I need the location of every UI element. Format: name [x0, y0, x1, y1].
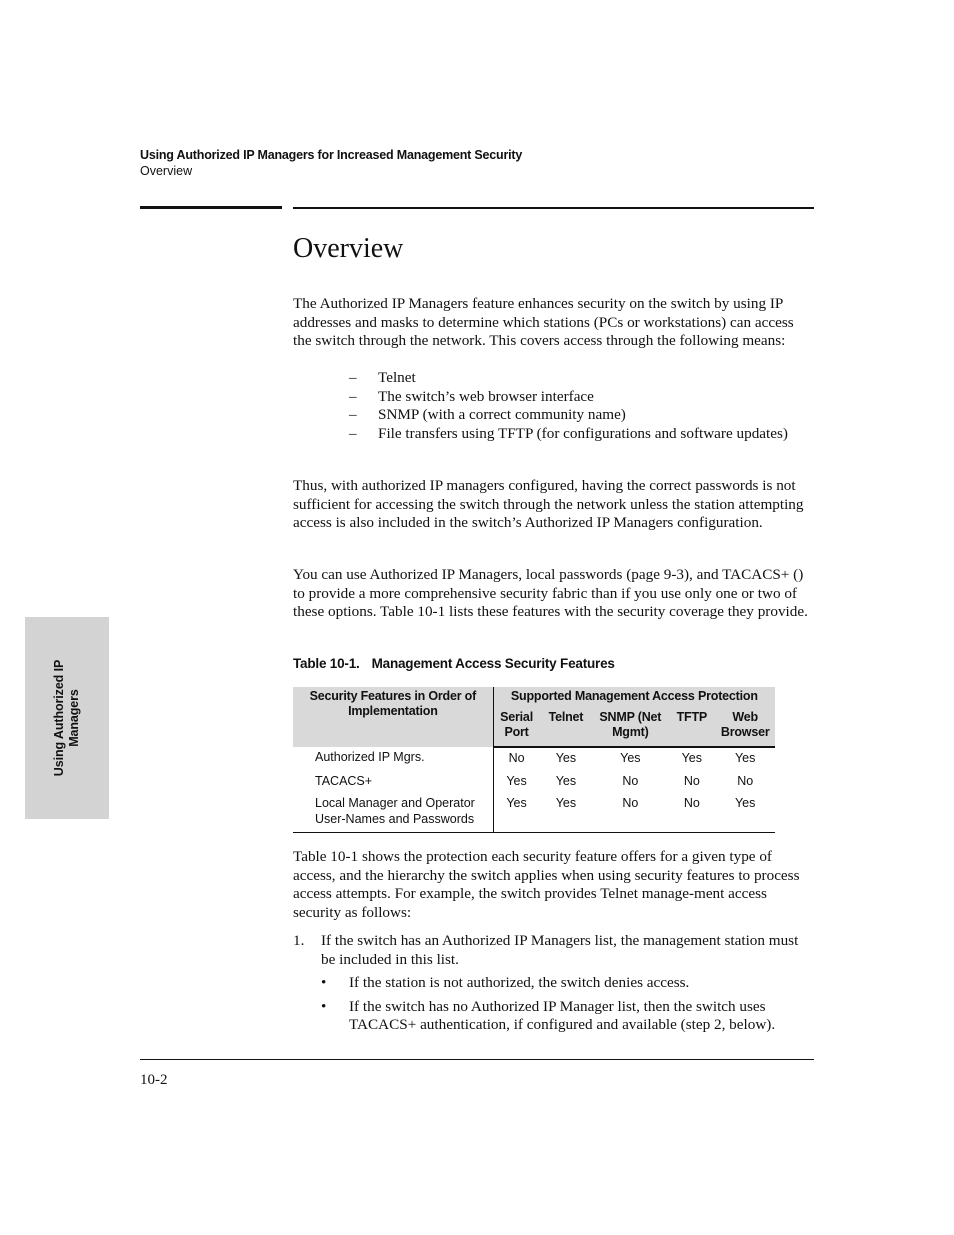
- table-row: [293, 771, 775, 794]
- intro-paragraph: The Authorized IP Managers feature enhances security on the switch by using IP addresses and masks to determine which stations (PCs or workstations) can access the switch through the network. This covers access through the following means:: [293, 295, 794, 350]
- list-item-text: The switch’s web browser interface: [378, 387, 594, 405]
- table-cell-feature: Local Manager and Operator User-Names and Passwords: [293, 793, 493, 833]
- table-cell: Yes: [539, 793, 592, 833]
- list-item: [293, 425, 815, 444]
- table-cell: Yes: [493, 793, 539, 833]
- table-cell: Yes: [555, 773, 577, 788]
- paragraph-4: Table 10-1 shows the protection each security feature offers for a given type of access, and the hierarchy the switch applies when using security features to process access attempts. For example, the switch provides Telnet manage-ment access security as follows:: [293, 848, 800, 922]
- numbered-item-text: If the switch has an Authorized IP Managers list, the management station must be included in this list.: [321, 932, 799, 968]
- bullet-marker: •: [321, 974, 327, 991]
- running-head-title: Using Authorized IP Managers for Increased Management Security: [140, 148, 523, 162]
- bullet-text: If the station is not authorized, the switch denies access.: [349, 974, 690, 991]
- dash-marker: –: [349, 406, 357, 424]
- bullet-text: If the switch has no Authorized IP Manager list, then the switch uses TACACS+ authentication, if configured and available (step 2, below).: [349, 997, 776, 1034]
- table-cell-feature: TACACS+: [293, 771, 493, 794]
- chapter-thumb-tab: [25, 617, 109, 819]
- table-caption-number: Table 10-1.: [293, 656, 360, 671]
- table-cell: No: [683, 773, 700, 788]
- table-cell: Yes: [734, 751, 756, 765]
- table-cell: Yes: [555, 751, 577, 765]
- column-header: Web Browser: [715, 710, 775, 747]
- column-header: Telnet: [539, 710, 592, 747]
- list-item-text: File transfers using TFTP (for configurations and software updates): [378, 425, 788, 443]
- list-item-text: SNMP (with a correct community name): [378, 406, 626, 424]
- table-cell: Yes: [620, 751, 641, 765]
- column-header: Serial Port: [493, 710, 539, 747]
- table-cell: Yes: [506, 773, 527, 788]
- paragraph-2: Thus, with authorized IP managers configured, having the correct passwords is not sufficient for accessing the switch through the network unless the station attempting access is also included in the switch’s Authorized IP Managers configuration.: [293, 477, 804, 532]
- section-title: Overview: [293, 233, 404, 264]
- numbered-item: [293, 932, 815, 969]
- column-header: TFTP: [668, 710, 715, 747]
- footer-rule: [140, 1059, 814, 1060]
- table-caption: [293, 656, 615, 671]
- table-cell: No: [592, 793, 668, 833]
- protection-group-header: Supported Management Access Protection: [493, 687, 775, 710]
- access-means-list: [293, 369, 815, 444]
- list-item: [293, 974, 815, 993]
- table-cell: Yes: [715, 793, 775, 833]
- bullet-marker: •: [321, 997, 327, 1015]
- table-cell: No: [508, 751, 525, 765]
- list-item: [293, 998, 815, 1035]
- feature-column-header: Security Features in Order of Implementation: [293, 687, 493, 747]
- paragraph-3: You can use Authorized IP Managers, local passwords (page 9-3), and TACACS+ () to provide a more comprehensive security fabric than if you use only one or two of these options. Table 10-1 lists these features with the security coverage they provide.: [293, 566, 808, 621]
- column-header: SNMP (Net Mgmt): [592, 710, 668, 747]
- table-cell: No: [622, 773, 639, 788]
- header-rule-short: [140, 206, 282, 209]
- table-cell: No: [737, 773, 754, 788]
- table-cell: Yes: [681, 751, 703, 765]
- list-item: [293, 388, 815, 407]
- chapter-tab-line-2: Managers: [67, 689, 81, 747]
- chapter-tab-label: [52, 618, 82, 818]
- list-item: [293, 406, 815, 425]
- table-row: [293, 793, 775, 833]
- bullet-list: [293, 974, 815, 1040]
- dash-marker: –: [349, 369, 357, 386]
- security-features-table: [293, 687, 775, 833]
- table-row: [293, 747, 775, 771]
- chapter-tab-line-1: Using Authorized IP: [52, 659, 66, 777]
- page-number: 10-2: [140, 1072, 168, 1088]
- table-caption-title: Management Access Security Features: [371, 656, 615, 671]
- running-head: [140, 147, 522, 179]
- header-rule-long: [293, 207, 814, 209]
- list-item: [293, 369, 815, 388]
- item-number: 1.: [293, 932, 305, 949]
- table-cell: No: [668, 793, 715, 833]
- dash-marker: –: [349, 387, 357, 405]
- table-cell-feature: Authorized IP Mgrs.: [293, 747, 493, 771]
- running-head-subtitle: Overview: [140, 164, 193, 178]
- dash-marker: –: [349, 425, 357, 443]
- list-item-text: Telnet: [378, 369, 416, 386]
